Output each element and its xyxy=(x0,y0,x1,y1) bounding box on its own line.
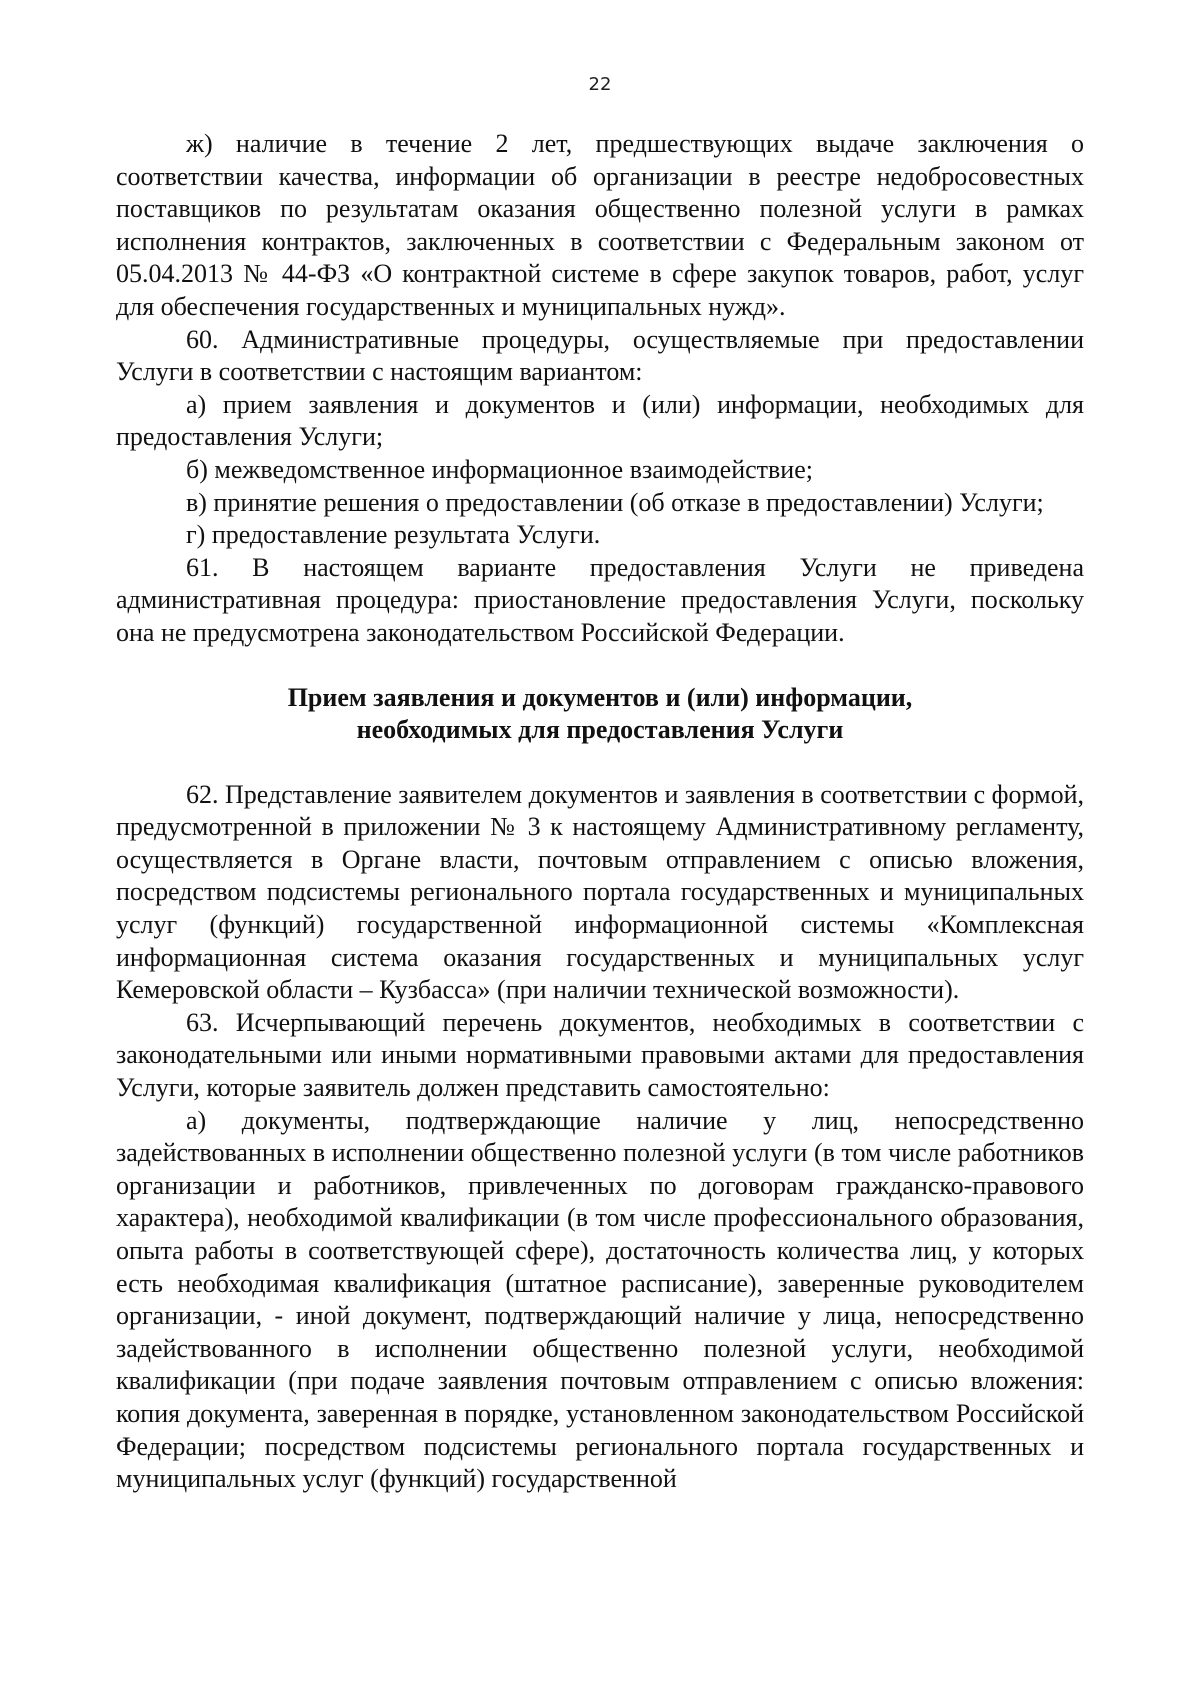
section-heading xyxy=(116,682,1084,747)
paragraph-60: 60. Административные процедуры, осуществляемые при предоставлении Услуги в соответствии с настоящим вариантом: xyxy=(116,324,1084,387)
paragraph-zh: ж) наличие в течение 2 лет, предшествующих выдаче заключения о соответствии качества, информации об организации в реестре недобросовестных поставщиков по результатам оказания общественно полезной услуги в рамках исполнения контрактов, заключенных в соответствии с Федеральным законом от 05.04.2013 № 44-ФЗ «О контрактной системе в сфере закупок товаров, работ, услуг для обеспечения государственных и муниципальных нужд». xyxy=(116,129,1084,321)
section-heading-line-2: необходимых для предоставления Услуги xyxy=(356,715,844,745)
document-body xyxy=(116,128,1084,1496)
section-heading-line-1: Прием заявления и документов и (или) информации, xyxy=(287,682,913,712)
list-item-v: в) принятие решения о предоставлении (об отказе в предоставлении) Услуги; xyxy=(186,487,1044,517)
list-item-b: б) межведомственное информационное взаимодействие; xyxy=(186,454,813,484)
paragraph-63: 63. Исчерпывающий перечень документов, необходимых в соответствии с законодательными или иными нормативными правовыми актами для предоставления Услуги, которые заявитель должен представить самостоятельно: xyxy=(116,1007,1084,1103)
list-item-a: а) прием заявления и документов и (или) информации, необходимых для предоставления Услуги; xyxy=(116,389,1084,452)
paragraph-61: 61. В настоящем варианте предоставления Услуги не приведена административная процедура: приостановление предоставления Услуги, поскольку она не предусмотрена законодательством Российской Федерации. xyxy=(116,552,1084,647)
list-item-g: г) предоставление результата Услуги. xyxy=(186,520,601,550)
paragraph-62: 62. Представление заявителем документов и заявления в соответствии с формой, предусмотренной в приложении № 3 к настоящему Административному регламенту, осуществляется в Органе власти, почтовым отправлением с описью вложения, посредством подсистемы регионального портала государственных и муниципальных услуг (функций) государственной информационной системы «Комплексная информационная система оказания государственных и муниципальных услуг Кемеровской области – Кузбасса» (при наличии технической возможности). xyxy=(116,779,1084,1005)
page-number: 22 xyxy=(588,74,612,95)
paragraph-63-item-a: а) документы, подтверждающие наличие у лиц, непосредственно задействованных в исполнении общественно полезной услуги (в том числе работников организации и работников, привлеченных по договорам гражданско-правового характера), необходимой квалификации (в том числе профессионального образования, опыта работы в соответствующей сфере), достаточность количества лиц, у которых есть необходимая квалификация (штатное расписание), заверенные руководителем организации, - иной документ, подтверждающий наличие у лица, непосредственно задействованного в исполнении общественно полезной услуги, необходимой квалификации (при подаче заявления почтовым отправлением с описью вложения: копия документа, заверенная в порядке, установленном законодательством Российской Федерации; посредством подсистемы регионального портала государственных и муниципальных услуг (функций) государственной xyxy=(116,1105,1084,1494)
